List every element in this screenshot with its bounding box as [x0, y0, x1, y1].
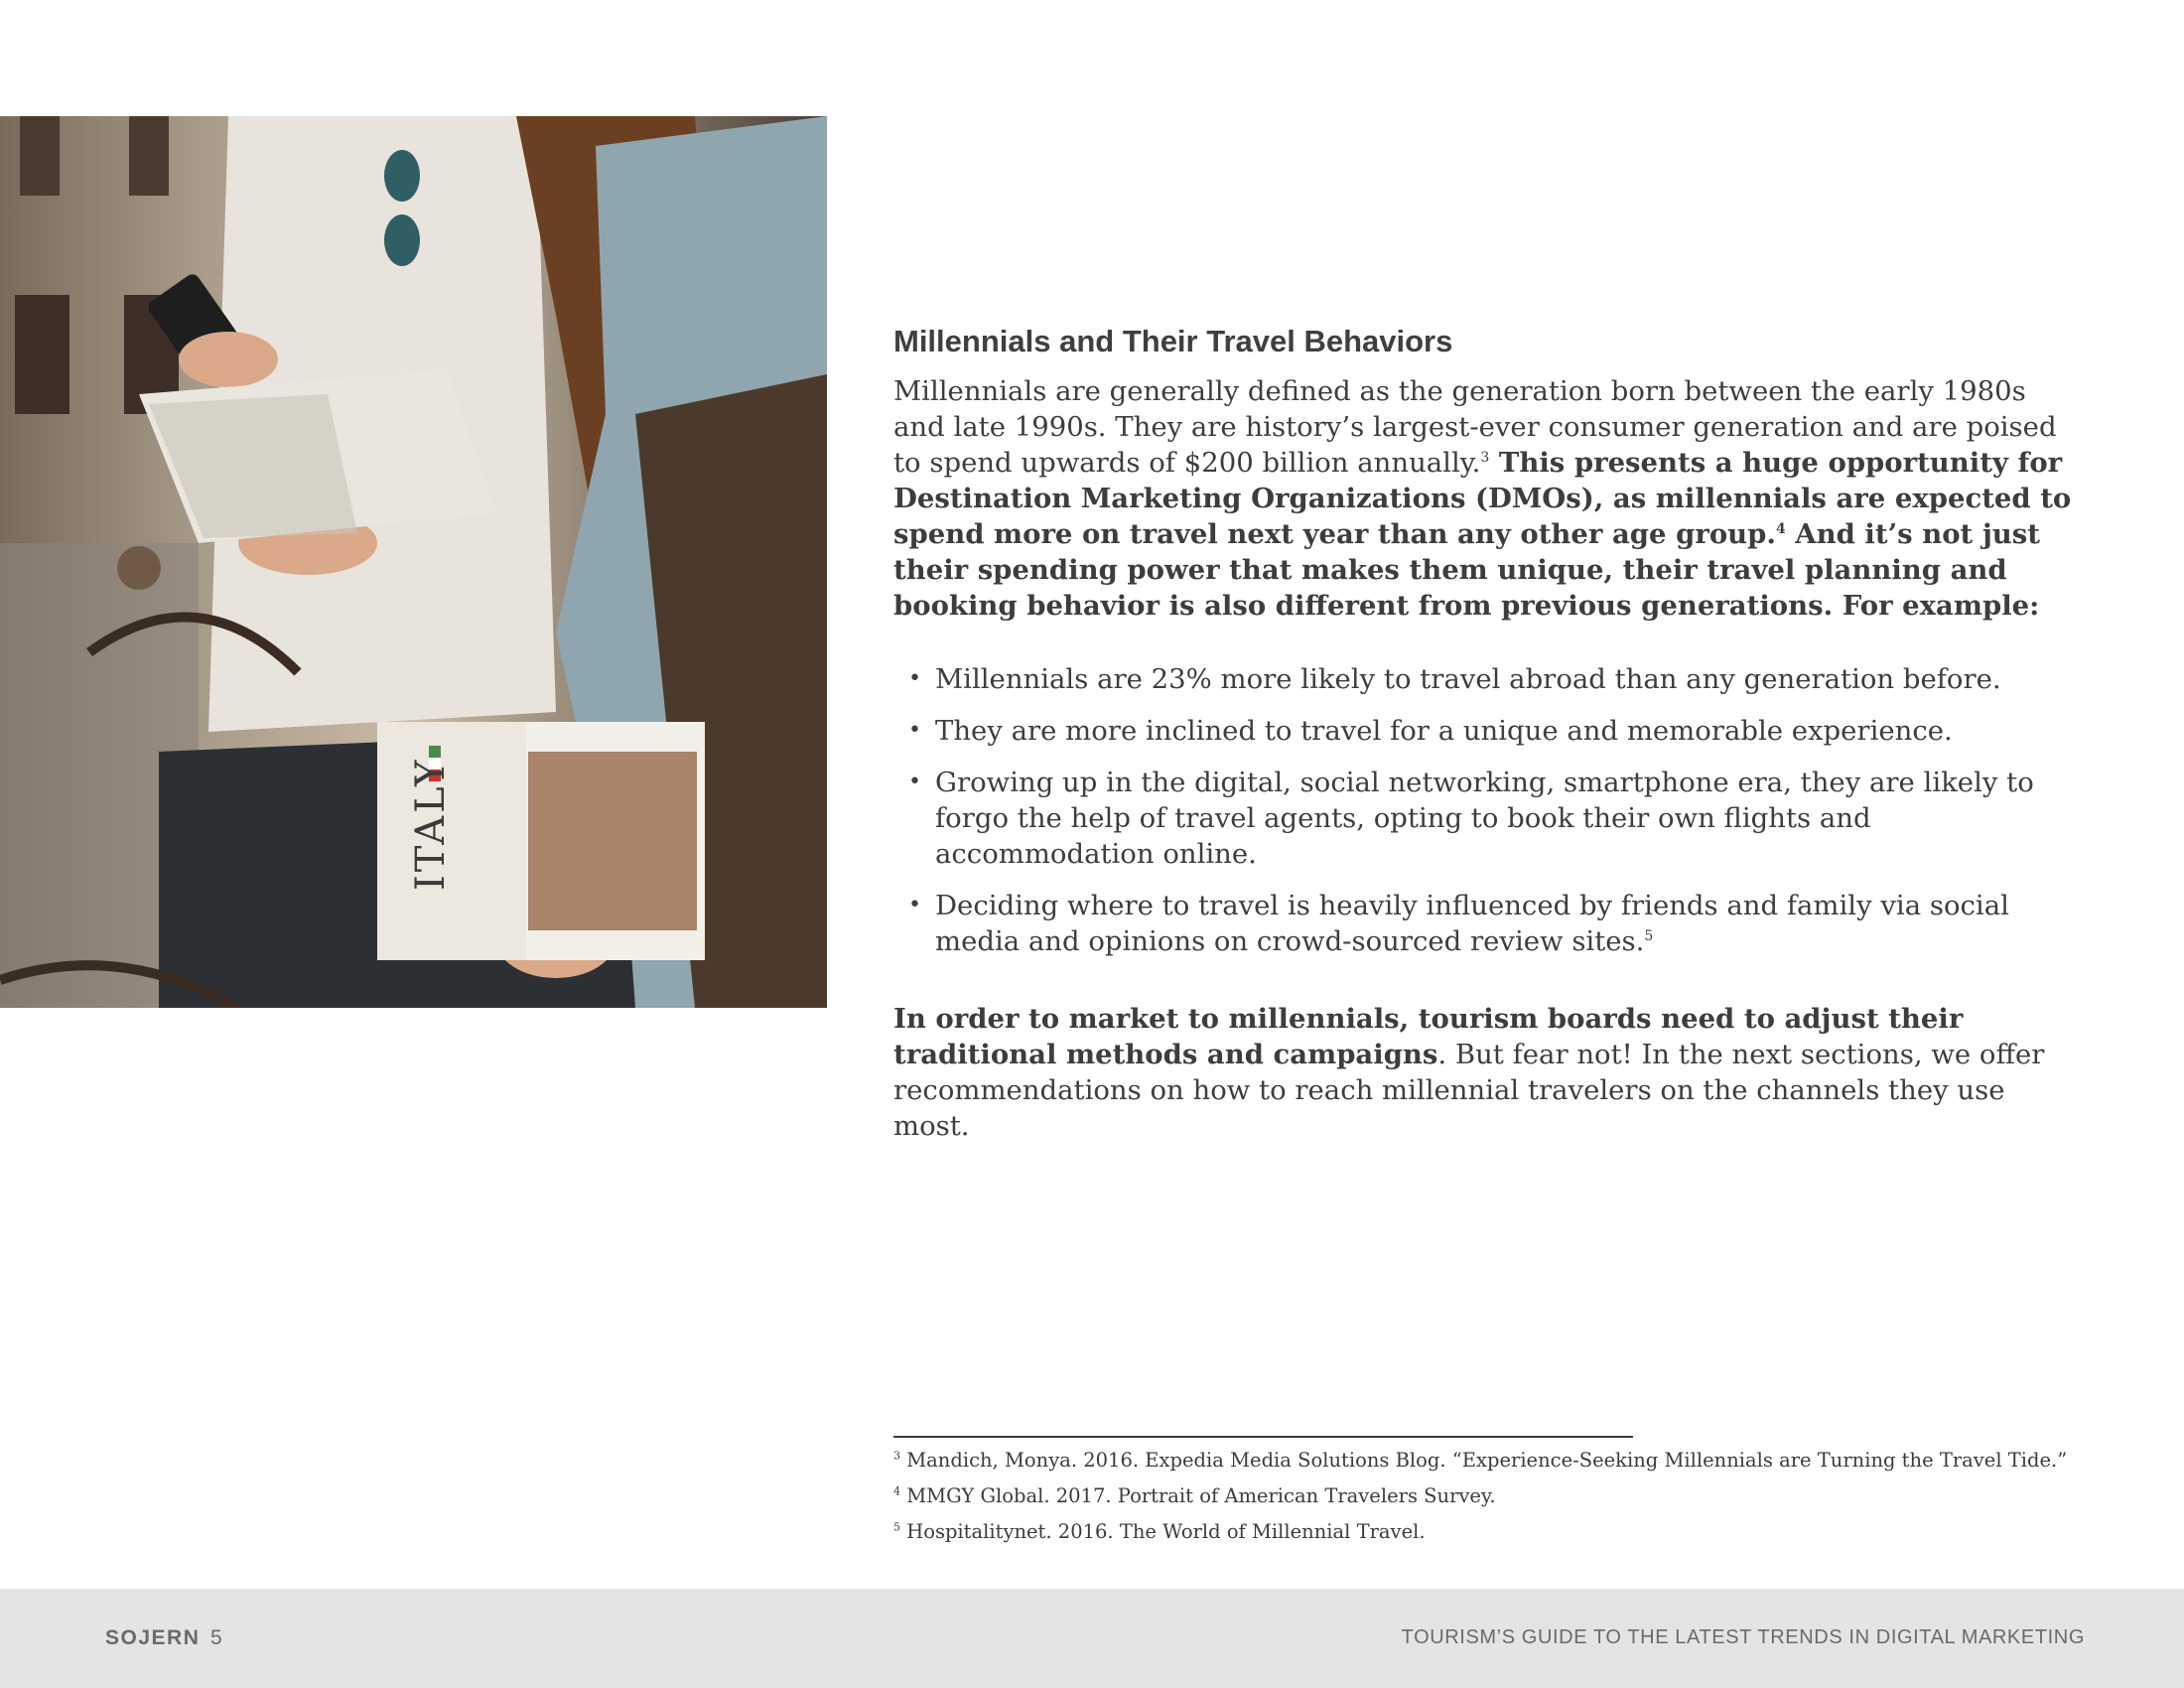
bullet-icon: • [908, 718, 921, 743]
footnote-number: 3 [893, 1449, 900, 1463]
footnote-text: Hospitalitynet. 2016. The World of Millennial Travel. [900, 1520, 1426, 1543]
closing-text: . But fear not! In the next sections, we offer recommendations on how to reach millennial travelers on the channels they use most. [893, 1039, 2045, 1142]
footnotes [893, 1443, 2134, 1550]
footnote-number: 4 [893, 1484, 900, 1498]
bullet-icon: • [908, 770, 921, 794]
closing-bold: In order to market to millennials, tourism boards need to adjust their traditional methods and campaigns [893, 1003, 1964, 1070]
brand-name: SOJERN [105, 1626, 201, 1649]
list-item [893, 765, 2085, 872]
list-item [893, 713, 2085, 749]
footnote-ref-3[interactable]: 3 [1480, 449, 1490, 466]
intro-text: Millennials are generally defined as the generation born between the early 1980s and late 1990s. They are history’s largest-ever consumer generation and are poised to spend upwards of $200 billion annually. [893, 375, 2057, 479]
intro-bold-1: This presents a huge opportunity for Destination Marketing Organizations (DMOs), as millennials are expected to spend more on travel next year than any other age group. [893, 447, 2072, 550]
book-title: ITALY [408, 757, 454, 891]
bullet-icon: • [908, 666, 921, 691]
document-title: TOURISM’S GUIDE TO THE LATEST TRENDS IN DIGITAL MARKETING [1401, 1626, 2085, 1648]
page-number: 5 [210, 1626, 222, 1649]
footnote-item [893, 1514, 2134, 1550]
closing-paragraph [893, 1001, 2085, 1144]
footnote-ref-4[interactable]: 4 [1775, 520, 1786, 537]
footnote-text: MMGY Global. 2017. Portrait of American Travelers Survey. [900, 1484, 1496, 1507]
behavior-list [893, 661, 2085, 959]
footnote-text: Mandich, Monya. 2016. Expedia Media Solutions Blog. “Experience-Seeking Millennials are Turning the Travel Tide.” [900, 1449, 2068, 1472]
list-item-text: Deciding where to travel is heavily influenced by friends and family via social media and opinions on crowd-sourced review sites. [935, 890, 2009, 957]
intro-bold-2: And it’s not just their spending power that makes them unique, their travel planning and booking behavior is also different from previous generations. For example: [893, 518, 2040, 622]
list-item-text: They are more inclined to travel for a unique and memorable experience. [935, 715, 1953, 747]
footnote-divider [893, 1436, 1633, 1438]
list-item-text: Millennials are 23% more likely to travel abroad than any generation before. [935, 663, 2001, 695]
footnote-ref-5[interactable]: 5 [1644, 927, 1654, 944]
footnote-item [893, 1443, 2134, 1478]
section-heading: Millennials and Their Travel Behaviors [893, 324, 1453, 358]
list-item-text: Growing up in the digital, social networking, smartphone era, they are likely to forgo the help of travel agents, opting to book their own flights and accommodation online. [935, 767, 2034, 870]
bullet-icon: • [908, 893, 921, 917]
main-content [893, 324, 2085, 1144]
photo-illustration [0, 116, 827, 1008]
footnote-number: 5 [893, 1520, 900, 1534]
page-footer [0, 1589, 2184, 1688]
list-item [893, 661, 2085, 697]
intro-paragraph [893, 373, 2085, 624]
list-item [893, 888, 2085, 959]
footnote-item [893, 1478, 2134, 1514]
travel-photo [0, 116, 827, 1008]
